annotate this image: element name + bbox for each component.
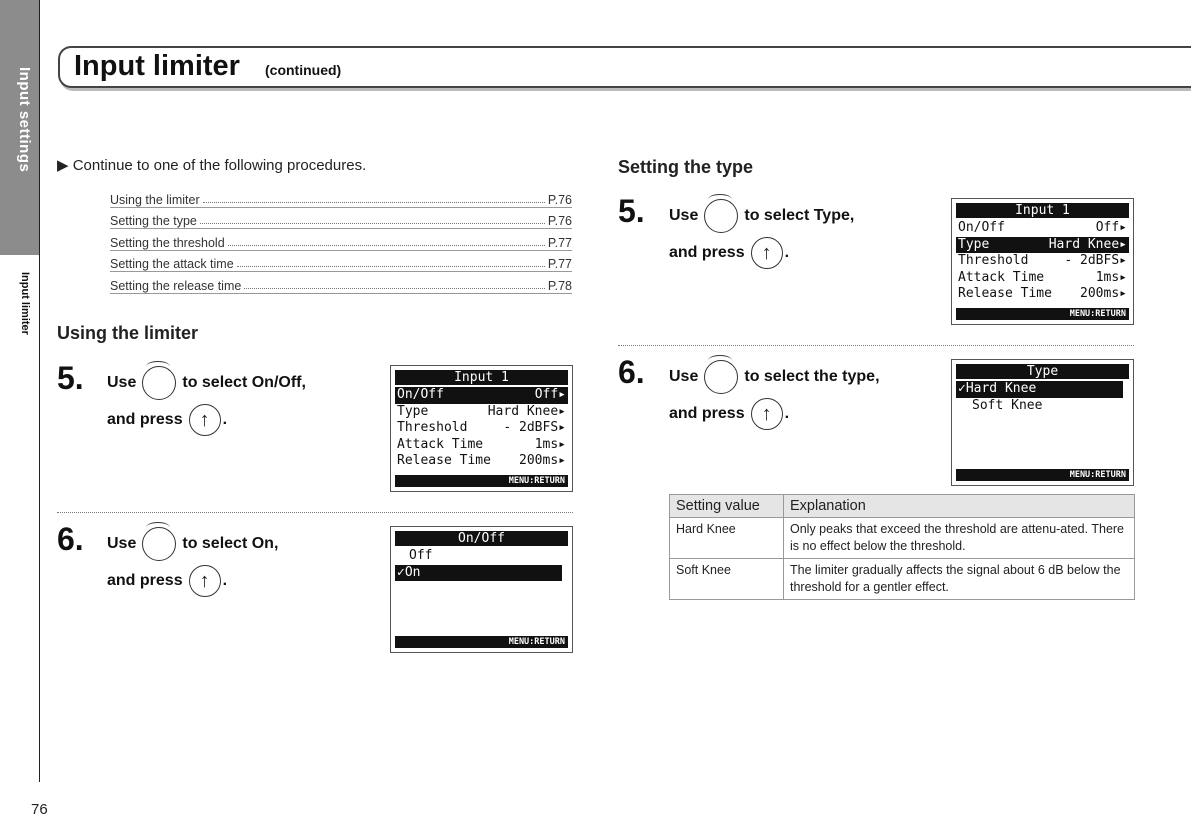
arrow-marker-icon: ▶	[57, 157, 69, 174]
lcd-option: Soft Knee	[972, 397, 1043, 413]
lcd-title: Input 1	[956, 203, 1129, 218]
table-row	[670, 518, 1135, 559]
procedure-row[interactable]: Setting the release time P.78	[110, 272, 572, 294]
lcd-footer: MENU:RETURN	[395, 636, 568, 648]
step-number: 6.	[618, 354, 645, 390]
lcd-screen-type	[951, 359, 1134, 486]
lcd-screen-input1-type	[951, 198, 1134, 325]
page-title: Input limiter	[74, 50, 240, 82]
lcd-screen-onoff	[390, 526, 573, 653]
lcd-title: Input 1	[395, 370, 568, 385]
step-instruction: Use to select the type,	[669, 360, 880, 394]
side-tab-subsection-label: Input limiter	[19, 272, 31, 335]
procedure-row[interactable]: Setting the threshold P.77	[110, 229, 572, 251]
page-number: 76	[31, 801, 48, 818]
step-instruction-press: and press ↑ .	[669, 398, 789, 430]
lcd-footer: MENU:RETURN	[395, 475, 568, 487]
step-instruction: Use to select On/Off,	[107, 366, 306, 400]
step-instruction-press: and press ↑ .	[107, 565, 227, 597]
lcd-row: Attack Time 1ms▸	[958, 269, 1127, 285]
table-cell: Hard Knee	[670, 518, 784, 559]
dial-icon	[704, 199, 738, 233]
table-cell: Only peaks that exceed the threshold are attenu-ated. There is no effect below the threshold.	[784, 518, 1135, 559]
lcd-option-selected: ✓On	[395, 565, 562, 582]
lcd-row: Release Time 200ms▸	[958, 286, 1127, 301]
dial-icon	[142, 527, 176, 561]
step-instruction: Use to select Type,	[669, 199, 854, 233]
lcd-row: Attack Time 1ms▸	[397, 436, 566, 452]
lcd-row: Threshold - 2dBFS▸	[958, 253, 1127, 268]
side-rule	[39, 0, 40, 782]
table-cell: Soft Knee	[670, 559, 784, 600]
lcd-option-selected: ✓Hard Knee	[956, 381, 1123, 398]
lcd-footer: MENU:RETURN	[956, 469, 1129, 481]
table-row	[670, 559, 1135, 600]
section-heading-using-limiter: Using the limiter	[57, 323, 199, 343]
lcd-row: Release Time 200ms▸	[397, 453, 566, 468]
table-header: Explanation	[784, 495, 1135, 518]
lcd-row: Type Hard Knee▸	[397, 403, 566, 419]
procedure-row[interactable]: Setting the attack time P.77	[110, 250, 572, 272]
divider	[57, 512, 573, 513]
lcd-screen-input1	[390, 365, 573, 492]
step-instruction-press: and press ↑ .	[669, 237, 789, 269]
lcd-row: Threshold - 2dBFS▸	[397, 420, 566, 435]
lcd-title: Type	[956, 364, 1129, 379]
table-header: Setting value	[670, 495, 784, 518]
lcd-footer: MENU:RETURN	[956, 308, 1129, 320]
lcd-option: Off	[409, 548, 433, 563]
table-cell: The limiter gradually affects the signal about 6 dB below the threshold for a gentler effect.	[784, 559, 1135, 600]
lcd-row: Type Hard Knee▸	[958, 236, 1127, 252]
table-header-row	[670, 495, 1135, 518]
divider	[618, 345, 1134, 346]
page-title-sub: (continued)	[265, 62, 342, 78]
step-instruction: Use to select On,	[107, 527, 278, 561]
step-instruction-press: and press ↑ .	[107, 404, 227, 436]
press-button-icon	[189, 565, 221, 597]
intro-text: ▶ Continue to one of the following procedures.	[57, 157, 367, 174]
dial-icon	[142, 366, 176, 400]
lcd-row: On/Off Off▸	[958, 220, 1127, 235]
press-button-icon	[751, 398, 783, 430]
setting-value-table	[669, 494, 1135, 600]
procedure-row[interactable]: Setting the type P.76	[110, 207, 572, 229]
section-heading-setting-type: Setting the type	[618, 157, 754, 177]
step-number: 5.	[618, 193, 645, 229]
procedure-row[interactable]: Using the limiter P.76	[110, 186, 572, 208]
lcd-row: On/Off Off▸	[397, 387, 566, 402]
press-button-icon	[751, 237, 783, 269]
side-tab-section-label: Input settings	[16, 67, 33, 173]
dial-icon	[704, 360, 738, 394]
press-button-icon	[189, 404, 221, 436]
lcd-title: On/Off	[395, 531, 568, 546]
step-number: 5.	[57, 360, 84, 396]
step-number: 6.	[57, 521, 84, 557]
